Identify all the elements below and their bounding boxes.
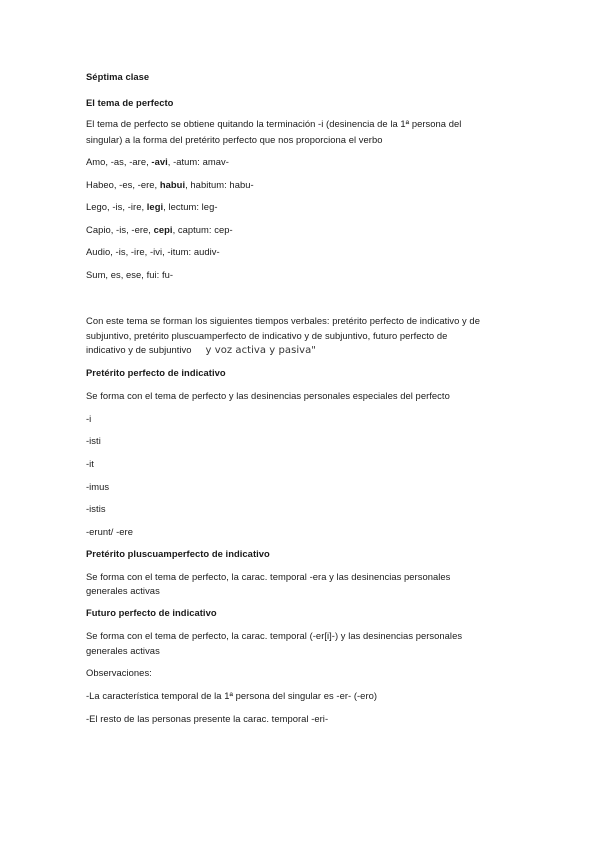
- verb-perfect-form: legi: [146, 201, 164, 212]
- verb-text: , captum: cep-: [172, 224, 233, 235]
- tenses-line: Con este tema se forman los siguientes tiempos verbales: pretérito perfecto de indicativo y de: [86, 315, 480, 326]
- futuro-line: Se forma con el tema de perfecto, la carac. temporal (-er[i]-) y las desinencias personales: [86, 630, 463, 641]
- verb-text: , habitum: habu-: [185, 179, 254, 190]
- verb-text: , -atum: amav-: [167, 156, 229, 167]
- futuro-line: generales activas: [86, 645, 160, 656]
- verb-line: Sum, es, ese, fui: fu-: [86, 269, 174, 280]
- verb-line: [86, 201, 218, 213]
- verb-text: Capio, -is, -ere,: [86, 224, 154, 235]
- section-heading-futuro-perfecto: Futuro perfecto de indicativo: [86, 607, 217, 618]
- ending-item: -i: [86, 413, 92, 424]
- verb-text: , lectum: leg-: [163, 201, 218, 212]
- ending-item: -istis: [86, 503, 106, 514]
- intro-line: singular) a la forma del pretérito perfecto que nos proporciona el verbo: [86, 134, 383, 145]
- verb-text: Lego, -is, -ire,: [86, 201, 147, 212]
- verb-line: Audio, -is, -ire, -ivi, -itum: audiv-: [86, 246, 220, 257]
- ending-item: -it: [86, 458, 94, 469]
- verb-text: Amo, -as, -are,: [86, 156, 152, 167]
- verb-perfect-form: habui: [159, 179, 186, 190]
- observacion-item: -La característica temporal de la 1ª persona del singular es -er- (-ero): [86, 690, 378, 701]
- ending-item: -imus: [86, 481, 110, 492]
- verb-line: [86, 224, 233, 236]
- verb-line: [86, 156, 229, 168]
- handwritten-note: y voz activa y pasiva": [205, 345, 316, 356]
- tenses-line: subjuntivo, pretérito pluscuamperfecto de indicativo y de subjuntivo, futuro perfecto de: [86, 330, 448, 341]
- verb-text: Habeo, -es, -ere,: [86, 179, 160, 190]
- section-heading-tema-perfecto: El tema de perfecto: [86, 97, 174, 108]
- verb-perfect-form: cepi: [153, 224, 173, 235]
- pluscuamperfecto-line: generales activas: [86, 585, 160, 596]
- intro-line: El tema de perfecto se obtiene quitando la terminación -i (desinencia de la 1ª persona del: [86, 118, 462, 129]
- observaciones-heading: Observaciones:: [86, 667, 152, 678]
- section-heading-pluscuamperfecto: Pretérito pluscuamperfecto de indicativo: [86, 548, 270, 559]
- tenses-line: [86, 344, 316, 357]
- ending-item: -erunt/ -ere: [86, 526, 133, 537]
- section-heading-preterito-perfecto: Pretérito perfecto de indicativo: [86, 367, 226, 378]
- tenses-text: indicativo y de subjuntivo: [86, 344, 192, 355]
- perfecto-text: Se forma con el tema de perfecto y las desinencias personales especiales del perfecto: [86, 390, 450, 401]
- pluscuamperfecto-line: Se forma con el tema de perfecto, la carac. temporal -era y las desinencias personales: [86, 571, 451, 582]
- observacion-item: -El resto de las personas presente la carac. temporal -eri-: [86, 713, 329, 724]
- document-title: Séptima clase: [86, 71, 150, 82]
- verb-line: [86, 179, 254, 191]
- ending-item: -isti: [86, 435, 101, 446]
- verb-perfect-form: -avi: [151, 156, 168, 167]
